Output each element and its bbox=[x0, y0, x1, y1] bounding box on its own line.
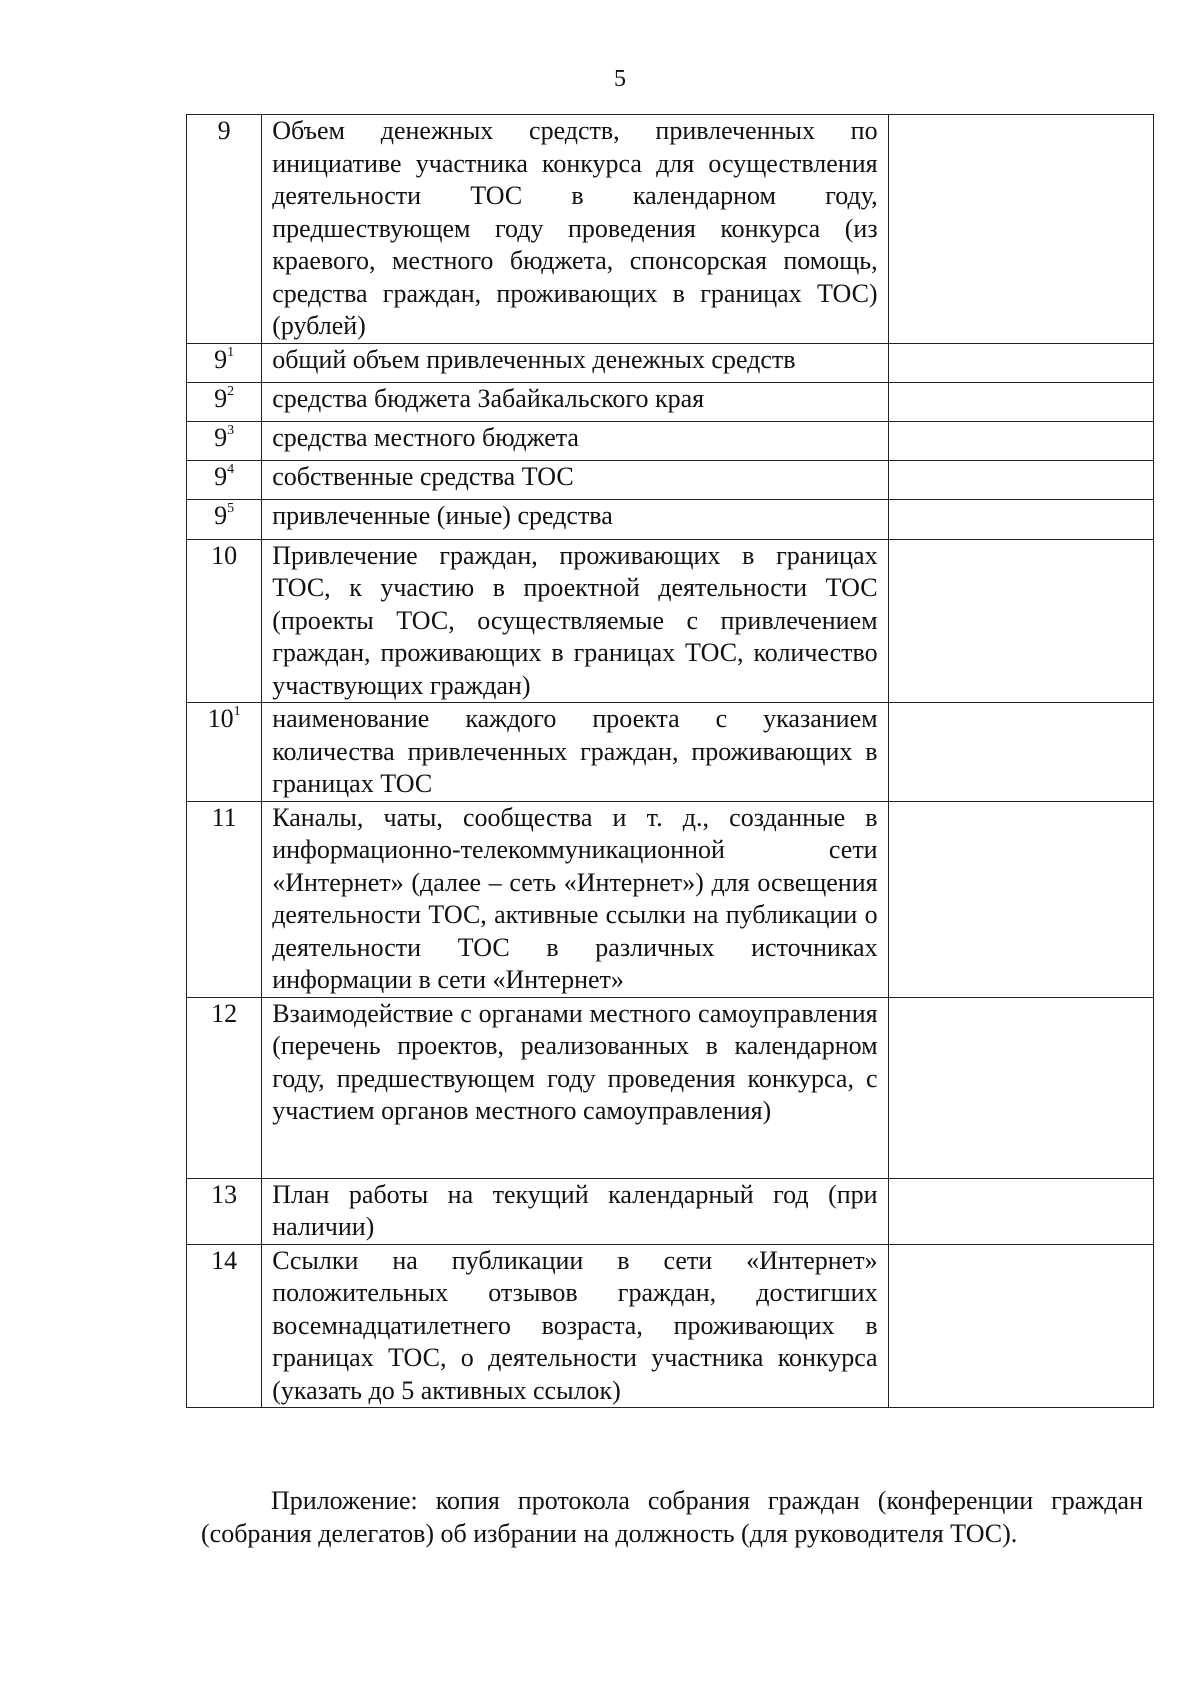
row-number: 9 bbox=[187, 115, 262, 344]
table-row bbox=[187, 997, 1154, 1178]
row-text: средства местного бюджета bbox=[262, 421, 888, 460]
page-number: 5 bbox=[614, 66, 626, 92]
table-row bbox=[187, 499, 1154, 539]
table-row bbox=[187, 421, 1154, 460]
table-row bbox=[187, 460, 1154, 499]
row-text: Привлечение граждан, проживающих в границах ТОС, к участию в проектной деятельности ТОС (проекты ТОС, осуществляемые с привлечением граждан, проживающих в границах ТОС, количество участвующих граждан) bbox=[262, 539, 888, 703]
row-number: 14 bbox=[187, 1244, 262, 1408]
row-text: План работы на текущий календарный год (при наличии) bbox=[262, 1178, 888, 1244]
value-cell[interactable] bbox=[888, 1244, 1153, 1408]
value-cell[interactable] bbox=[888, 499, 1153, 539]
row-number: $9^5$ bbox=[187, 499, 262, 539]
row-number: 11 bbox=[187, 801, 262, 997]
value-cell[interactable] bbox=[888, 115, 1153, 344]
row-text: наименование каждого проекта с указанием количества привлеченных граждан, проживающих в границах ТОС bbox=[262, 703, 888, 802]
table-row bbox=[187, 382, 1154, 421]
value-cell[interactable] bbox=[888, 539, 1153, 703]
value-cell[interactable] bbox=[888, 421, 1153, 460]
row-number: 12 bbox=[187, 997, 262, 1178]
value-cell[interactable] bbox=[888, 801, 1153, 997]
table-row bbox=[187, 343, 1154, 382]
value-cell[interactable] bbox=[888, 1178, 1153, 1244]
row-text: Объем денежных средств, привлеченных по инициативе участника конкурса для осуществления деятельности ТОС в календарном году, предшествующем году проведения конкурса (из краевого, местного бюджета, спонсорская помощь, средства граждан, проживающих в границах ТОС) (рублей) bbox=[262, 115, 888, 344]
table-row bbox=[187, 801, 1154, 997]
row-text: Каналы, чаты, сообщества и т. д., созданные в информационно-телекоммуникационной сети «Интернет» (далее – сеть «Интернет») для освещения деятельности ТОС, активные ссылки на публикации о деятельности ТОС в различных источниках информации в сети «Интернет» bbox=[262, 801, 888, 997]
table-row bbox=[187, 703, 1154, 802]
table-row bbox=[187, 1178, 1154, 1244]
table-row bbox=[187, 539, 1154, 703]
row-text: Ссылки на публикации в сети «Интернет» положительных отзывов граждан, достигших восемнадцатилетнего возраста, проживающих в границах ТОС, о деятельности участника конкурса (указать до 5 активных ссылок) bbox=[262, 1244, 888, 1408]
table-row bbox=[187, 115, 1154, 344]
row-text: Взаимодействие с органами местного самоуправления (перечень проектов, реализованных в календарном году, предшествующем году проведения конкурса, с участием органов местного самоуправления) bbox=[262, 997, 888, 1178]
row-text: средства бюджета Забайкальского края bbox=[262, 382, 888, 421]
row-number: $9^2$ bbox=[187, 382, 262, 421]
row-text: привлеченные (иные) средства bbox=[262, 499, 888, 539]
table-row bbox=[187, 1244, 1154, 1408]
row-number: 10 bbox=[187, 539, 262, 703]
row-number: $9^1$ bbox=[187, 343, 262, 382]
row-number: $9^3$ bbox=[187, 421, 262, 460]
value-cell[interactable] bbox=[888, 460, 1153, 499]
value-cell[interactable] bbox=[888, 997, 1153, 1178]
row-text: общий объем привлеченных денежных средств bbox=[262, 343, 888, 382]
row-number: $10^1$ bbox=[187, 703, 262, 802]
row-text: собственные средства ТОС bbox=[262, 460, 888, 499]
appendix-paragraph: Приложение: копия протокола собрания граждан (конференции граждан (собрания делегатов) об избрании на должность (для руководителя ТОС). bbox=[201, 1486, 1143, 1548]
value-cell[interactable] bbox=[888, 382, 1153, 421]
value-cell[interactable] bbox=[888, 703, 1153, 802]
row-number: 13 bbox=[187, 1178, 262, 1244]
criteria-table bbox=[186, 114, 1154, 1408]
row-number: $9^4$ bbox=[187, 460, 262, 499]
value-cell[interactable] bbox=[888, 343, 1153, 382]
